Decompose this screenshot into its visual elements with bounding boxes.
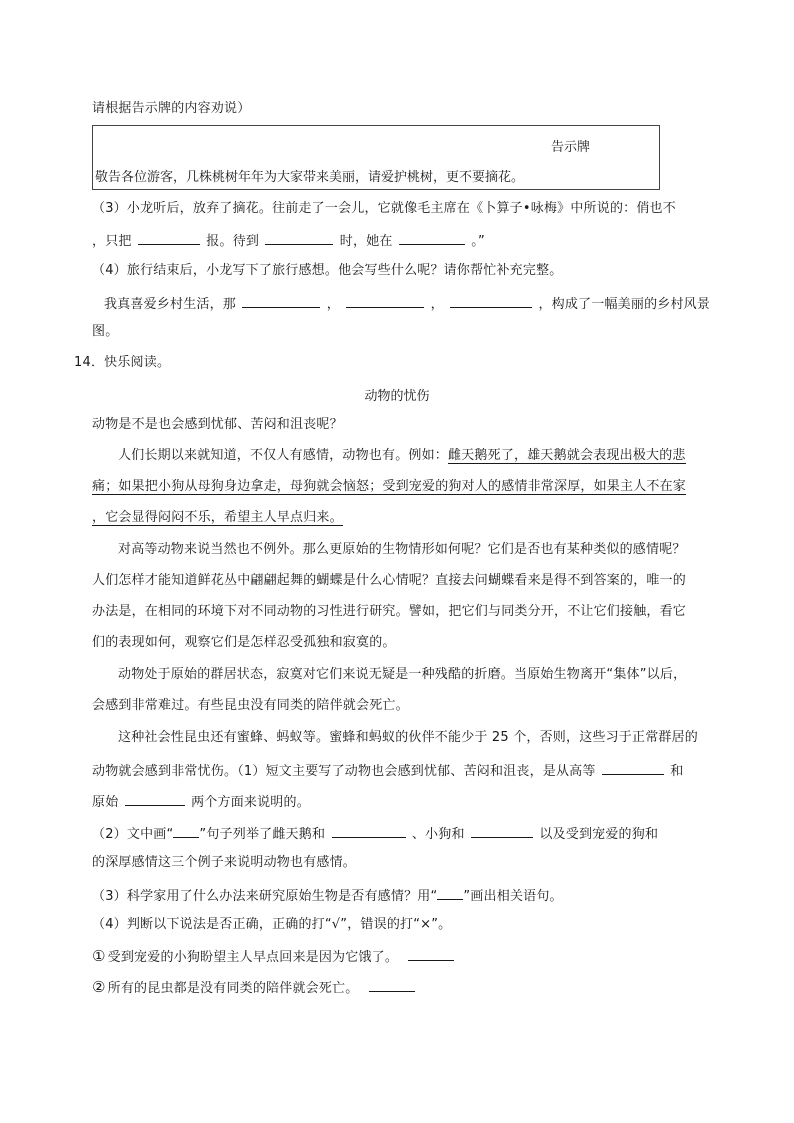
p2-underlined-2: 痛；如果把小狗从母狗身边拿走，母狗就会恼怒；受到宠爱的狗对人的感情非常深厚，如果主人不在家 bbox=[92, 479, 687, 494]
notice-title: 告示牌 bbox=[551, 140, 591, 155]
judge-1-text: 受到宠爱的小狗盼望主人早点回来是因为它饿了。 bbox=[107, 950, 399, 965]
q4-blank-2[interactable] bbox=[346, 293, 424, 308]
paragraph-5-line-1: 这种社会性昆虫还有蜜蜂、蚂蚁等。蜜蜂和蚂蚁的伙伴不能少于 25 个，否则，这些习于正常群居的 bbox=[118, 730, 699, 745]
paragraph-4-line-2: 会感到非常难过。有些昆虫没有同类的陪伴就会死亡。 bbox=[92, 698, 409, 713]
sq2-line-1 bbox=[92, 823, 658, 844]
q4-sentence bbox=[104, 293, 710, 314]
q4-text-b: ，构成了一幅美丽的乡村风景 bbox=[538, 297, 711, 312]
judge-2-text: 所有的昆虫都是没有同类的陪伴就会死亡。 bbox=[107, 981, 359, 996]
paragraph-3-line-4: 们的表现如何，观察它们是怎样忍受孤独和寂寞的。 bbox=[92, 635, 396, 650]
q3-line2 bbox=[92, 230, 485, 251]
sq1-blank-1[interactable] bbox=[602, 760, 664, 775]
q4-sep-1: ， bbox=[326, 297, 340, 312]
q14-heading: 14．快乐阅读。 bbox=[74, 355, 171, 370]
q4-blank-3[interactable] bbox=[450, 293, 532, 308]
sq3-text-a: （3）科学家用了什么办法来研究原始生物是否有感情？用“ bbox=[92, 889, 438, 904]
paragraph-2-line-2 bbox=[92, 478, 686, 496]
q3-text-b: 报。待到 bbox=[206, 234, 260, 249]
notice-text: 敬告各位游客，几株桃树年年为大家带来美丽，请爱护桃树，更不要摘花。 bbox=[95, 170, 525, 185]
judge-1-blank[interactable] bbox=[408, 946, 454, 961]
paragraph-3-line-3: 办法是，在相同的环境下对不同动物的习性进行研究。譬如，把它们与同类分开，不让它们接触，看它 bbox=[92, 604, 687, 619]
sq2-text-a: （2）文中画“ bbox=[92, 827, 174, 842]
sq4-prompt: （4）判断以下说法是否正确，正确的打“√”，错误的打“×”。 bbox=[92, 917, 452, 932]
q3-text-c: 时，她在 bbox=[339, 234, 393, 249]
sq1-text-d: 两个方面来说明的。 bbox=[191, 795, 310, 810]
q3-blank-3[interactable] bbox=[399, 230, 465, 245]
sq3-line bbox=[92, 885, 563, 906]
paragraph-5-line-2 bbox=[92, 760, 683, 781]
q4-text-a: 我真喜爱乡村生活，那 bbox=[104, 297, 237, 312]
paragraph-4-line-1: 动物处于原始的群居状态，寂寞对它们来说无疑是一种残酷的折磨。当原始生物离开“集体”以后， bbox=[118, 667, 687, 682]
q4-sep-2: ， bbox=[430, 297, 444, 312]
judge-item-1 bbox=[92, 946, 456, 967]
notice-board bbox=[92, 125, 660, 190]
q3-text-a: ，只把 bbox=[92, 234, 132, 249]
p2-underlined-3: ，它会显得闷闷不乐，希望主人早点归来。 bbox=[92, 510, 343, 525]
paragraph-1: 动物是不是也会感到忧郁、苦闷和沮丧呢？ bbox=[92, 417, 343, 432]
sq1-text-c: 原始 bbox=[92, 795, 119, 810]
q3-line1: （3）小龙听后，放弃了摘花。往前走了一会儿，它就像毛主席在《卜算子•咏梅》中所说的：俏也不 bbox=[92, 201, 676, 216]
judge-2-number: ② bbox=[92, 978, 106, 996]
p2-underlined-1: 雌天鹅死了，雄天鹅就会表现出极大的悲 bbox=[448, 448, 686, 463]
sq1-text-a: 动物就会感到非常忧伤。（1）短文主要写了动物也会感到忧郁、苦闷和沮丧，是从高等 bbox=[92, 764, 596, 779]
sq2-blank-1[interactable] bbox=[332, 823, 406, 838]
sq2-text-b: ”句子列举了雌天鹅和 bbox=[199, 827, 326, 842]
paragraph-2-line-3 bbox=[92, 509, 343, 527]
intro-prompt: 请根据告示牌的内容劝说） bbox=[92, 101, 251, 116]
sq2-blank-2[interactable] bbox=[471, 823, 533, 838]
q4-prompt: （4）旅行结束后，小龙写下了旅行感想。他会写些什么呢？请你帮忙补充完整。 bbox=[92, 263, 563, 278]
q3-text-d: 。” bbox=[471, 234, 485, 249]
sq2-underline-sample bbox=[173, 823, 199, 838]
judge-1-number: ① bbox=[92, 947, 106, 965]
q4-blank-1[interactable] bbox=[242, 293, 320, 308]
sq3-text-b: ”画出相关语句。 bbox=[463, 889, 563, 904]
q3-blank-2[interactable] bbox=[265, 230, 333, 245]
judge-2-blank[interactable] bbox=[369, 977, 415, 992]
article-title: 动物的忧伤 bbox=[364, 389, 430, 404]
sq3-underline-sample bbox=[437, 885, 463, 900]
paragraph-3-line-2: 人们怎样才能知道鲜花丛中翩翩起舞的蝴蝶是什么心情呢？直接去问蝴蝶看来是得不到答案的，唯一的 bbox=[92, 573, 687, 588]
sq1-blank-2[interactable] bbox=[125, 791, 185, 806]
q4-sentence-end: 图。 bbox=[92, 324, 119, 339]
sq2-text-d: 以及受到宠爱的狗和 bbox=[539, 827, 659, 842]
p2-text: 人们长期以来就知道，不仅人有感情，动物也有。例如： bbox=[118, 448, 449, 463]
paragraph-3-line-1: 对高等动物来说当然也不例外。那么更原始的生物情形如何呢？它们是否也有某种类似的感情呢？ bbox=[118, 542, 686, 557]
judge-item-2 bbox=[92, 977, 417, 998]
sq1-text-b: 和 bbox=[670, 764, 684, 779]
sq2-line-2: 的深厚感情这三个例子来说明动物也有感情。 bbox=[92, 855, 357, 870]
paragraph-2-line-1 bbox=[118, 447, 686, 465]
paragraph-5-line-3 bbox=[92, 791, 310, 812]
sq2-text-c: 、小狗和 bbox=[411, 827, 465, 842]
q3-blank-1[interactable] bbox=[138, 230, 200, 245]
